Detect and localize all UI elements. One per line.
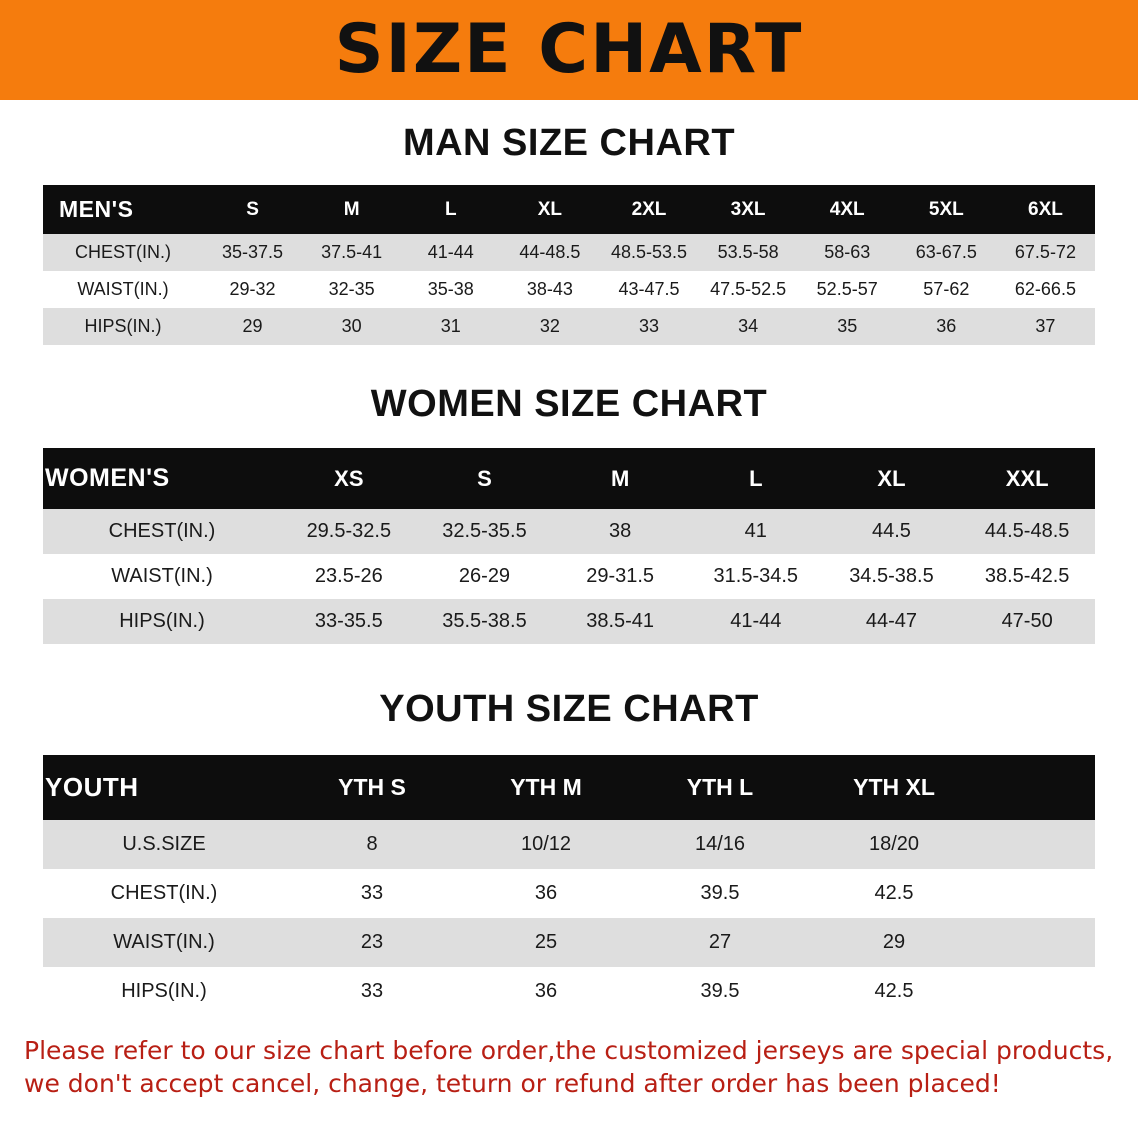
man-r0-c0: 35-37.5 (203, 234, 302, 271)
youth-r2-spacer (981, 918, 1095, 967)
man-r0-c6: 58-63 (798, 234, 897, 271)
women-col-4: XL (824, 448, 960, 509)
youth-col-1: YTH M (459, 755, 633, 820)
youth-r3-c1: 36 (459, 967, 633, 1016)
table-row (43, 234, 1095, 271)
table-row (43, 599, 1095, 644)
youth-r1-c2: 39.5 (633, 869, 807, 918)
table-row (43, 308, 1095, 345)
youth-r0-c0: 8 (285, 820, 459, 869)
man-r2-c0: 29 (203, 308, 302, 345)
man-r2-c3: 32 (500, 308, 599, 345)
youth-col-2: YTH L (633, 755, 807, 820)
man-col-5: 3XL (699, 185, 798, 234)
women-r1-c3: 31.5-34.5 (688, 554, 824, 599)
women-r0-c2: 38 (552, 509, 688, 554)
man-table-body (43, 234, 1095, 345)
youth-section-heading: YOUTH SIZE CHART (379, 688, 759, 730)
table-row (43, 820, 1095, 869)
man-col-0: S (203, 185, 302, 234)
women-r1-c0: 23.5-26 (281, 554, 417, 599)
women-col-0: XS (281, 448, 417, 509)
women-r0-c0: 29.5-32.5 (281, 509, 417, 554)
women-r0-c5: 44.5-48.5 (959, 509, 1095, 554)
women-col-5: XXL (959, 448, 1095, 509)
page-title: SIZE CHART (334, 10, 804, 89)
table-row (43, 271, 1095, 308)
man-row-0-label: CHEST(IN.) (43, 234, 203, 271)
women-r2-c1: 35.5-38.5 (417, 599, 553, 644)
man-r2-c6: 35 (798, 308, 897, 345)
youth-col-3: YTH XL (807, 755, 981, 820)
youth-r2-c1: 25 (459, 918, 633, 967)
women-r1-c1: 26-29 (417, 554, 553, 599)
women-r2-c4: 44-47 (824, 599, 960, 644)
man-r0-c3: 44-48.5 (500, 234, 599, 271)
women-r2-c2: 38.5-41 (552, 599, 688, 644)
women-r0-c4: 44.5 (824, 509, 960, 554)
man-col-1: M (302, 185, 401, 234)
youth-r3-c3: 42.5 (807, 967, 981, 1016)
youth-r0-c3: 18/20 (807, 820, 981, 869)
man-r0-c8: 67.5-72 (996, 234, 1095, 271)
women-size-table (43, 448, 1095, 644)
women-row-1-label: WAIST(IN.) (43, 554, 281, 599)
man-corner-label: MEN'S (43, 185, 203, 234)
table-header-row (43, 448, 1095, 509)
policy-note-line-2: we don't accept cancel, change, teturn or refund after order has been placed! (24, 1069, 1001, 1098)
man-table-header (43, 185, 1095, 234)
women-r2-c3: 41-44 (688, 599, 824, 644)
man-col-4: 2XL (599, 185, 698, 234)
youth-table-body (43, 820, 1095, 1016)
youth-r1-c1: 36 (459, 869, 633, 918)
youth-r0-c2: 14/16 (633, 820, 807, 869)
table-row (43, 509, 1095, 554)
youth-row-0-label: U.S.SIZE (43, 820, 285, 869)
man-r1-c0: 29-32 (203, 271, 302, 308)
man-row-1-label: WAIST(IN.) (43, 271, 203, 308)
women-section-heading: WOMEN SIZE CHART (370, 383, 768, 425)
youth-size-table (43, 755, 1095, 1016)
man-r0-c2: 41-44 (401, 234, 500, 271)
youth-r3-c2: 39.5 (633, 967, 807, 1016)
man-r1-c2: 35-38 (401, 271, 500, 308)
man-r0-c1: 37.5-41 (302, 234, 401, 271)
youth-r2-c2: 27 (633, 918, 807, 967)
table-header-row (43, 185, 1095, 234)
man-r2-c5: 34 (699, 308, 798, 345)
table-row (43, 918, 1095, 967)
youth-r1-c3: 42.5 (807, 869, 981, 918)
women-row-0-label: CHEST(IN.) (43, 509, 281, 554)
table-row (43, 554, 1095, 599)
women-r0-c3: 41 (688, 509, 824, 554)
youth-r1-c0: 33 (285, 869, 459, 918)
man-r1-c5: 47.5-52.5 (699, 271, 798, 308)
man-r0-c4: 48.5-53.5 (599, 234, 698, 271)
man-col-8: 6XL (996, 185, 1095, 234)
page-banner (0, 0, 1138, 100)
youth-row-2-label: WAIST(IN.) (43, 918, 285, 967)
man-size-table (43, 185, 1095, 345)
man-col-3: XL (500, 185, 599, 234)
youth-r3-c0: 33 (285, 967, 459, 1016)
man-r1-c4: 43-47.5 (599, 271, 698, 308)
youth-r2-c0: 23 (285, 918, 459, 967)
women-col-3: L (688, 448, 824, 509)
women-r1-c2: 29-31.5 (552, 554, 688, 599)
man-col-6: 4XL (798, 185, 897, 234)
women-col-2: M (552, 448, 688, 509)
youth-r2-c3: 29 (807, 918, 981, 967)
man-r2-c7: 36 (897, 308, 996, 345)
youth-r1-spacer (981, 869, 1095, 918)
youth-corner-label: YOUTH (43, 755, 285, 820)
youth-row-1-label: CHEST(IN.) (43, 869, 285, 918)
table-row (43, 869, 1095, 918)
table-header-row (43, 755, 1095, 820)
man-col-2: L (401, 185, 500, 234)
man-col-7: 5XL (897, 185, 996, 234)
women-table-body (43, 509, 1095, 644)
youth-col-spacer (981, 755, 1095, 820)
man-r1-c1: 32-35 (302, 271, 401, 308)
table-row (43, 967, 1095, 1016)
women-table-header (43, 448, 1095, 509)
man-r0-c7: 63-67.5 (897, 234, 996, 271)
youth-table-header (43, 755, 1095, 820)
policy-note (24, 1034, 1114, 1100)
women-row-2-label: HIPS(IN.) (43, 599, 281, 644)
women-r1-c5: 38.5-42.5 (959, 554, 1095, 599)
policy-note-line-1: Please refer to our size chart before order,the customized jerseys are special products, (24, 1036, 1114, 1065)
man-row-2-label: HIPS(IN.) (43, 308, 203, 345)
man-r0-c5: 53.5-58 (699, 234, 798, 271)
man-r1-c6: 52.5-57 (798, 271, 897, 308)
man-r1-c8: 62-66.5 (996, 271, 1095, 308)
youth-r0-spacer (981, 820, 1095, 869)
women-r0-c1: 32.5-35.5 (417, 509, 553, 554)
women-r1-c4: 34.5-38.5 (824, 554, 960, 599)
man-section-heading: MAN SIZE CHART (402, 122, 736, 164)
man-r2-c2: 31 (401, 308, 500, 345)
women-col-1: S (417, 448, 553, 509)
women-r2-c0: 33-35.5 (281, 599, 417, 644)
man-r1-c3: 38-43 (500, 271, 599, 308)
man-r2-c4: 33 (599, 308, 698, 345)
youth-r0-c1: 10/12 (459, 820, 633, 869)
man-r2-c8: 37 (996, 308, 1095, 345)
youth-col-0: YTH S (285, 755, 459, 820)
women-corner-label: WOMEN'S (43, 448, 281, 509)
youth-row-3-label: HIPS(IN.) (43, 967, 285, 1016)
man-r1-c7: 57-62 (897, 271, 996, 308)
man-r2-c1: 30 (302, 308, 401, 345)
youth-r3-spacer (981, 967, 1095, 1016)
women-r2-c5: 47-50 (959, 599, 1095, 644)
